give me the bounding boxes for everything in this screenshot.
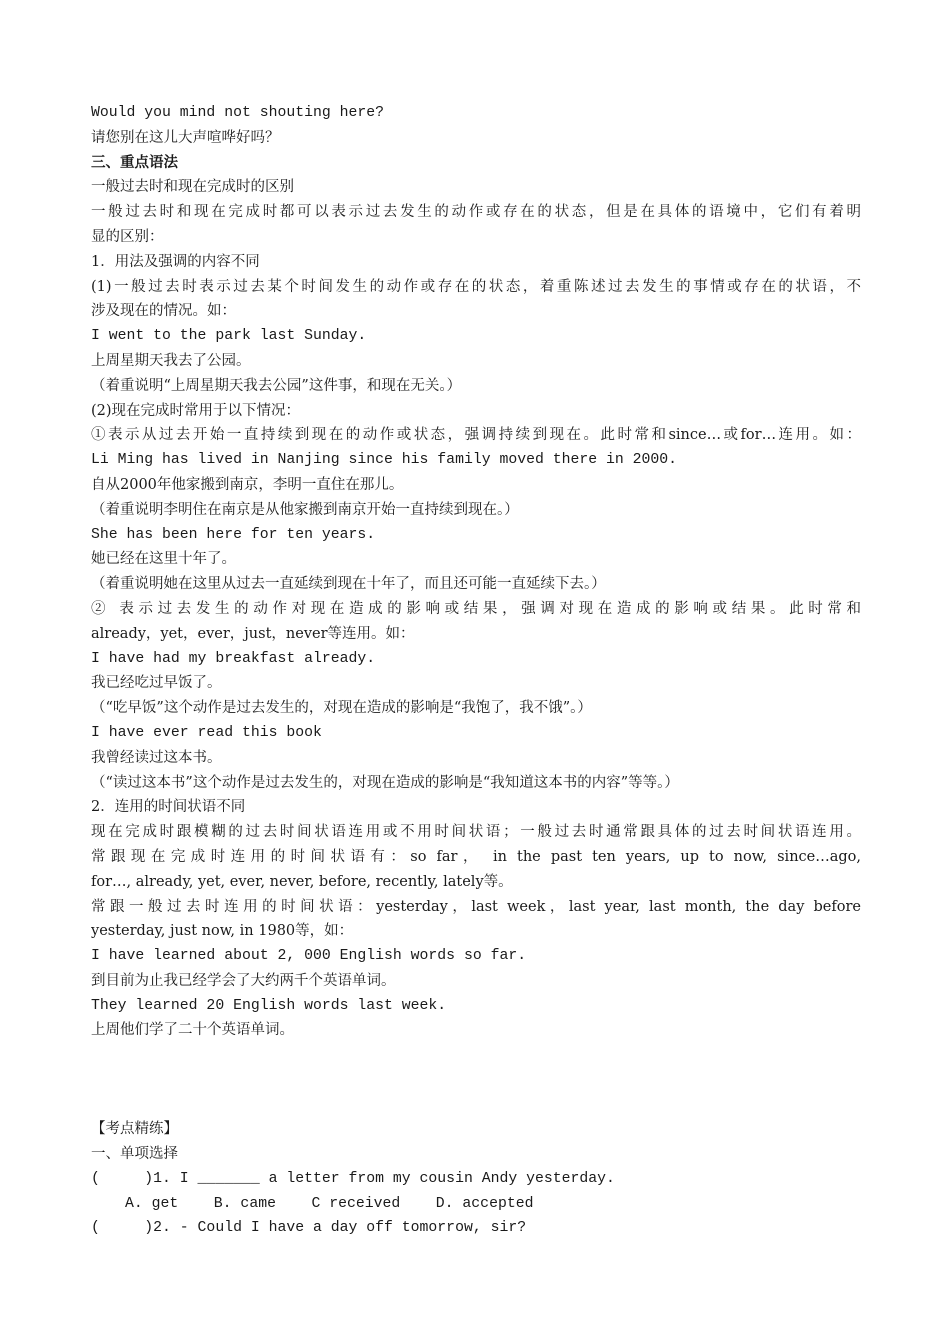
lines-line: 常跟现在完成时连用的时间状语有：so far， in the past ten years, up to now, since…ago, bbox=[91, 848, 861, 865]
lines-line: （“吃早饭”这个动作是过去发生的，对现在造成的影响是“我饱了，我不饿”。） bbox=[91, 700, 592, 717]
exercise-section bbox=[91, 1117, 861, 1241]
lines-line: （“读过这本书”这个动作是过去发生的，对现在造成的影响是“我知道这本书的内容”等等。） bbox=[91, 774, 679, 791]
lines-line: I went to the park last Sunday. bbox=[91, 328, 367, 345]
lines-line: 上周星期天我去了公园。 bbox=[91, 352, 251, 369]
lines-line: 涉及现在的情况。如： bbox=[91, 303, 236, 320]
lines-line: I have had my breakfast already. bbox=[91, 650, 376, 667]
lines-line: (2)现在完成时常用于以下情况： bbox=[91, 402, 301, 419]
exercise-line: A. get B. came C received D. accepted bbox=[125, 1195, 534, 1212]
lines-line: ①表示从过去开始一直持续到现在的动作或状态，强调持续到现在。此时常和since…或for…连用。如： bbox=[91, 427, 861, 444]
lines-line: 显的区别： bbox=[91, 228, 164, 245]
lines-line: 常跟一般过去时连用的时间状语：yesterday，last week，last year, last month, the day before bbox=[91, 898, 861, 915]
lines-line: (1)一般过去时表示过去某个时间发生的动作或存在的状态，着重陈述过去发生的事情或存在的状语，不 bbox=[91, 278, 861, 295]
lines-line: I have ever read this book bbox=[91, 724, 322, 741]
lines-line: 我曾经读过这本书。 bbox=[91, 749, 222, 766]
lines-line: I have learned about 2, 000 English words so far. bbox=[91, 948, 527, 965]
lines-line: for…, already, yet, ever, never, before, recently, lately等。 bbox=[91, 873, 513, 890]
grammar-section bbox=[91, 101, 861, 1043]
document-page bbox=[91, 101, 861, 1241]
lines-line: 1．用法及强调的内容不同 bbox=[91, 253, 260, 270]
lines-line: yesterday, just now, in 1980等，如： bbox=[91, 923, 354, 940]
exercise-line: 一、单项选择 bbox=[91, 1146, 178, 1163]
lines-line: She has been here for ten years. bbox=[91, 526, 376, 543]
lines-line: 2．连用的时间状语不同 bbox=[91, 799, 246, 816]
lines-line: ② 表示过去发生的动作对现在造成的影响或结果，强调对现在造成的影响或结果。此时常和 bbox=[91, 600, 861, 617]
lines-line: already，yet，ever，just，never等连用。如： bbox=[91, 625, 415, 642]
lines-line: They learned 20 English words last week. bbox=[91, 997, 447, 1014]
lines-line: 三、重点语法 bbox=[91, 154, 178, 171]
section-gap bbox=[91, 1043, 861, 1117]
lines-line: （着重说明“上周星期天我去公园”这件事，和现在无关。） bbox=[91, 377, 462, 394]
lines-line: 现在完成时跟模糊的过去时间状语连用或不用时间状语；一般过去时通常跟具体的过去时间状语连用。 bbox=[91, 824, 861, 841]
exercise-line: 【考点精练】 bbox=[91, 1121, 178, 1138]
lines-line: 一般过去时和现在完成时的区别 bbox=[91, 179, 294, 196]
lines-line: 我已经吃过早饭了。 bbox=[91, 675, 222, 692]
lines-line: （着重说明李明住在南京是从他家搬到南京开始一直持续到现在。） bbox=[91, 501, 519, 518]
lines-line: 请您别在这儿大声喧哗好吗？ bbox=[91, 129, 280, 146]
lines-line: 一般过去时和现在完成时都可以表示过去发生的动作或存在的状态，但是在具体的语境中，它们有着明 bbox=[91, 204, 861, 221]
lines-line: 到目前为止我已经学会了大约两千个英语单词。 bbox=[91, 972, 396, 989]
lines-line: Would you mind not shouting here? bbox=[91, 105, 385, 121]
exercise-line: ( )1. I _______ a letter from my cousin Andy yesterday. bbox=[91, 1170, 615, 1187]
lines-line: 她已经在这里十年了。 bbox=[91, 551, 236, 568]
lines-line: Li Ming has lived in Nanjing since his family moved there in 2000. bbox=[91, 452, 678, 469]
exercise-line: ( )2. - Could I have a day off tomorrow, sir? bbox=[91, 1220, 527, 1237]
lines-line: （着重说明她在这里从过去一直延续到现在十年了，而且还可能一直延续下去。） bbox=[91, 576, 606, 593]
lines-line: 自从2000年他家搬到南京，李明一直住在那儿。 bbox=[91, 476, 404, 493]
lines-line: 上周他们学了二十个英语单词。 bbox=[91, 1022, 294, 1039]
